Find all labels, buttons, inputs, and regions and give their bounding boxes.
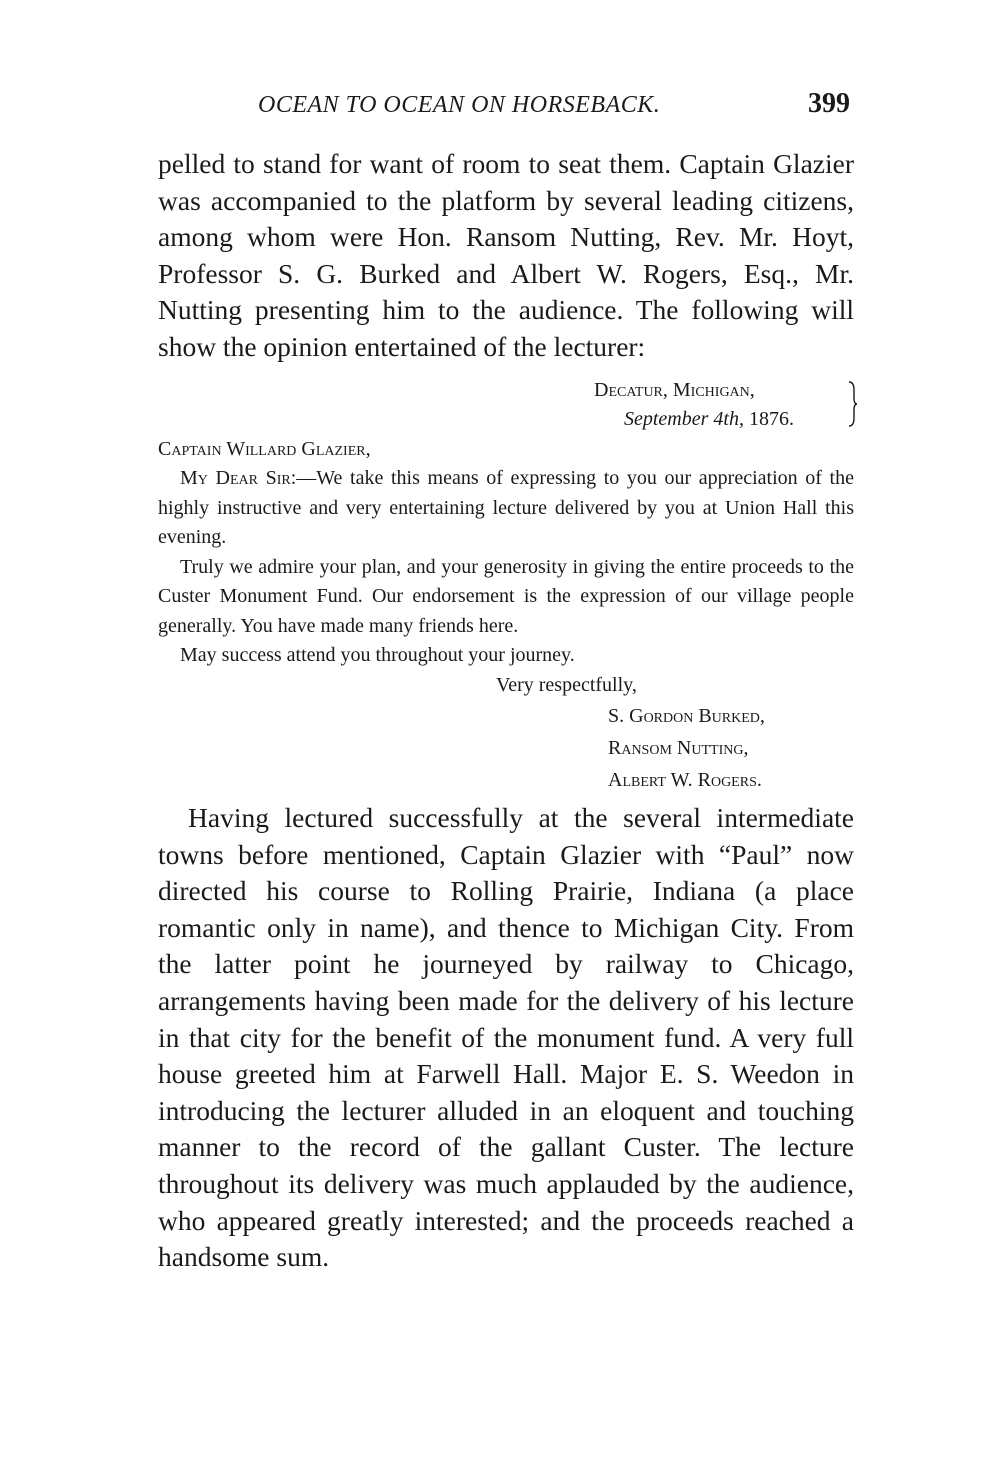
running-head [158,88,854,134]
letter-addressee: Captain Willard Glazier, [158,437,371,460]
page-number: 399 [808,88,850,119]
letter-body-2: Truly we admire your plan, and your generosity in giving the entire proceeds to the Custer Monument Fund. Our endorsement is the expression of our village people generally. You have made many friends here. [158,555,854,637]
letter-salutation: My Dear Sir [180,467,291,490]
paragraph-opening: pelled to stand for want of room to seat them. Captain Glazier was accompanied to the platform by several leading citizens, among whom were Hon. Ransom Nutting, Rev. Mr. Hoyt, Professor S. G. Burked and Albert W. Rogers, Esq., Mr. Nutting presenting him to the audience. The following will show the opinion entertained of the lecturer: [158,148,854,362]
right-brace-icon [848,380,858,428]
signature-3: Albert W. Rogers. [608,769,762,792]
letter-dateline [594,376,854,435]
paragraph-closing: Having lectured successfully at the several intermediate towns before mentioned, Captain Glazier with “Paul” now directed his course to Rolling Prairie, Indiana (a place romantic only in name), and thence to Michigan City. From the latter point he journeyed by railway to Chicago, arrangements having been made for the delivery of his lecture in that city for the benefit of the monument fund. A very full house greeted him at Farwell Hall. Major E. S. Weedon in introducing the lecturer alluded in an eloquent and touching manner to the record of the gallant Custer. The lecture throughout its delivery was much applauded by the audience, who appeared greatly interested; and the proceeds reached a handsome sum. [158,802,854,1273]
letter-date-year: 1876. [748,408,794,431]
letter-signatures [608,700,854,796]
signature-1: S. Gordon Burked, [608,705,765,728]
quoted-letter [158,376,854,797]
signature-2: Ransom Nutting, [608,737,749,760]
letter-place: Decatur, Michigan, [594,378,755,401]
letter-body-3: May success attend you throughout your journey. [180,644,575,667]
running-title: OCEAN TO OCEAN ON HORSEBACK. [258,92,661,118]
letter-body-1 [158,464,854,553]
letter-closing: Very respectfully, [496,673,637,696]
book-page [158,88,854,1276]
letter-date-month: September 4th, [624,408,744,431]
letter-date [594,405,854,435]
letter-body-1-text: :—We take this means of expressing to you our appreciation of the highly instructive and very entertaining lecture delivered by you at Union Hall this evening. [158,467,854,549]
